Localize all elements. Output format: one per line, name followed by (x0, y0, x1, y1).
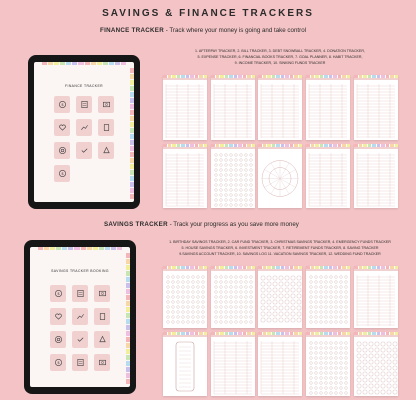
tracker-icon-grid (54, 96, 114, 182)
tracker-tile[interactable] (72, 354, 88, 371)
tab-strip[interactable] (121, 62, 126, 65)
svg-text:$: $ (57, 360, 59, 365)
tab-strip[interactable] (50, 247, 55, 250)
tab-strip[interactable] (54, 62, 59, 65)
tracker-tile[interactable] (94, 285, 110, 302)
tab-strip[interactable] (99, 247, 104, 250)
tablet-screen (34, 62, 134, 202)
heart-icon (54, 312, 63, 321)
finance-heading (100, 27, 306, 34)
tracker-tile[interactable] (72, 331, 88, 348)
side-tab[interactable] (130, 104, 134, 109)
side-tab[interactable] (130, 98, 134, 103)
bill-icon (76, 289, 85, 298)
coin-icon (54, 358, 63, 367)
side-tab[interactable] (130, 188, 134, 193)
tab-strip[interactable] (105, 247, 110, 250)
coin-icon (54, 289, 63, 298)
side-tab[interactable] (130, 146, 134, 151)
tracker-tile[interactable] (98, 142, 114, 159)
svg-text:$: $ (61, 102, 63, 107)
top-tabs (38, 247, 122, 250)
cash-icon (98, 289, 107, 298)
tracker-tile[interactable] (76, 119, 92, 136)
finance-tracker-list (160, 48, 400, 66)
side-tab[interactable] (126, 331, 130, 336)
tracker-tile[interactable] (98, 119, 114, 136)
finance-tagline: - Track where your money is going and take control (163, 27, 307, 34)
tab-strip[interactable] (103, 62, 108, 65)
planner-page-preview (163, 75, 207, 140)
side-tab[interactable] (126, 319, 130, 324)
side-tab[interactable] (126, 295, 130, 300)
tab-strip[interactable] (56, 247, 61, 250)
planner-page-preview (306, 332, 350, 396)
planner-page-preview (258, 332, 302, 396)
planner-page-preview (211, 332, 255, 396)
planner-page-preview (258, 144, 302, 208)
book-icon (98, 312, 107, 321)
svg-text:$: $ (57, 291, 59, 296)
side-tab[interactable] (130, 128, 134, 133)
tab-strip[interactable] (38, 247, 43, 250)
side-tab[interactable] (126, 259, 130, 264)
tab-strip[interactable] (72, 62, 77, 65)
side-tab[interactable] (126, 289, 130, 294)
tracker-tile[interactable] (94, 354, 110, 371)
tree-icon (98, 335, 107, 344)
side-tab[interactable] (130, 74, 134, 79)
screen-title: SAVINGS TRACKER BOOKING (51, 269, 109, 273)
heart-icon (58, 123, 67, 132)
tracker-icon-grid (50, 285, 110, 371)
tracker-tile[interactable] (50, 308, 66, 325)
cash-icon (98, 358, 107, 367)
planner-page-preview (211, 266, 255, 328)
savings-heading (104, 221, 299, 228)
side-tab[interactable] (126, 343, 130, 348)
side-tab[interactable] (130, 176, 134, 181)
side-tab[interactable] (126, 313, 130, 318)
side-tab[interactable] (126, 325, 130, 330)
tracker-tile[interactable] (50, 331, 66, 348)
planner-page-preview (306, 144, 350, 208)
tracker-tile[interactable] (54, 96, 70, 113)
chart-icon (76, 312, 85, 321)
side-tab[interactable] (130, 158, 134, 163)
tab-strip[interactable] (109, 62, 114, 65)
tracker-tile[interactable] (54, 142, 70, 159)
planner-page-preview (211, 75, 255, 140)
top-tabs (42, 62, 126, 65)
tracker-tile[interactable] (76, 142, 92, 159)
planner-page-preview (163, 266, 207, 328)
planner-page-preview (258, 266, 302, 328)
coin-icon (58, 100, 67, 109)
tab-strip[interactable] (93, 247, 98, 250)
tab-strip[interactable] (60, 62, 65, 65)
side-tab[interactable] (130, 194, 134, 199)
bill-icon (76, 358, 85, 367)
tab-strip[interactable] (62, 247, 67, 250)
tracker-tile[interactable] (50, 285, 66, 302)
tab-strip[interactable] (81, 247, 86, 250)
tracker-tile[interactable] (54, 119, 70, 136)
tab-strip[interactable] (115, 62, 120, 65)
tab-strip[interactable] (66, 62, 71, 65)
tablet-screen (30, 247, 130, 387)
finance-tablet-mockup (28, 55, 140, 209)
side-tab[interactable] (130, 182, 134, 187)
coin-icon (58, 169, 67, 178)
chart-icon (80, 123, 89, 132)
tree-icon (102, 146, 111, 155)
side-tab[interactable] (130, 116, 134, 121)
tab-strip[interactable] (68, 247, 73, 250)
tracker-tile[interactable] (94, 308, 110, 325)
side-tab[interactable] (130, 110, 134, 115)
finance-list-line: 5. EXPENSE TRACKER, 6. FINANCIAL BOOKS TRACKER, 7. GOAL PLANNER, 8. HABIT TRACKER, (197, 55, 363, 59)
planner-page-preview (354, 332, 398, 396)
tracker-tile[interactable] (54, 165, 70, 182)
planner-page-preview (258, 75, 302, 140)
bill-icon (80, 100, 89, 109)
tracker-tile[interactable] (72, 308, 88, 325)
side-tab[interactable] (126, 253, 130, 258)
book-icon (102, 123, 111, 132)
page-title: SAVINGS & FINANCE TRACKERS (102, 8, 314, 19)
target-icon (58, 146, 67, 155)
side-tab[interactable] (126, 355, 130, 360)
cash-icon (102, 100, 111, 109)
side-tab[interactable] (126, 277, 130, 282)
savings-list-line: 9.SAVINGS ACCOUNT TRACKER, 10. SAVINGS LOG 11. VACATION SAVINGS TRACKER, 12. WEDDING FUND TRACKER (179, 252, 381, 256)
side-tab[interactable] (126, 349, 130, 354)
check-icon (76, 335, 85, 344)
planner-page-preview (306, 266, 350, 328)
savings-tablet-mockup (24, 240, 136, 394)
planner-page-preview (163, 144, 207, 208)
side-tab[interactable] (126, 379, 130, 384)
target-icon (54, 335, 63, 344)
tab-strip[interactable] (78, 62, 83, 65)
side-tab[interactable] (130, 170, 134, 175)
side-tab[interactable] (130, 164, 134, 169)
savings-tagline: - Track your progress as you save more money (167, 221, 299, 228)
tracker-tile[interactable] (50, 354, 66, 371)
tab-strip[interactable] (117, 247, 122, 250)
side-tab[interactable] (126, 367, 130, 372)
screen-title: FINANCE TRACKER (65, 84, 103, 88)
check-icon (80, 146, 89, 155)
planner-page-preview (163, 332, 207, 396)
side-tab[interactable] (130, 68, 134, 73)
side-tab[interactable] (130, 140, 134, 145)
side-tab[interactable] (126, 337, 130, 342)
tab-strip[interactable] (42, 62, 47, 65)
savings-tracker-list (160, 239, 400, 257)
side-tab[interactable] (130, 122, 134, 127)
planner-page-preview (211, 144, 255, 208)
tracker-tile[interactable] (76, 96, 92, 113)
svg-text:$: $ (61, 171, 63, 176)
tab-strip[interactable] (44, 247, 49, 250)
tracker-tile[interactable] (94, 331, 110, 348)
tab-strip[interactable] (85, 62, 90, 65)
tab-strip[interactable] (91, 62, 96, 65)
tab-strip[interactable] (111, 247, 116, 250)
savings-heading-label: SAVINGS TRACKER (104, 221, 168, 228)
side-tab[interactable] (126, 361, 130, 366)
tab-strip[interactable] (74, 247, 79, 250)
side-tab[interactable] (126, 307, 130, 312)
savings-list-line: 1. BIRTHDAY SAVINGS TRACKER, 2. CAR FUND TRACKER, 3. CHRISTMAS SAVINGS TRACKER, 4. EMERGENCY FUNDS TRACKER (169, 240, 391, 244)
side-tab[interactable] (126, 301, 130, 306)
side-tab[interactable] (130, 134, 134, 139)
finance-heading-label: FINANCE TRACKER (100, 27, 164, 34)
side-tab[interactable] (130, 92, 134, 97)
planner-page-preview (306, 75, 350, 140)
tab-strip[interactable] (97, 62, 102, 65)
savings-list-line: 5. HOUSE SAVINGS TRACKER, 6. INVESTMENT TRACKER, 7. RETIREMENT FUNDS TRACKER, 8. SAVING TRACKER (181, 246, 379, 250)
finance-list-line: 9. INCOME TRACKER, 10. SINKING FUNDS TRACKER (234, 61, 326, 65)
side-tab[interactable] (126, 373, 130, 378)
tracker-tile[interactable] (98, 96, 114, 113)
planner-page-preview (354, 144, 398, 208)
planner-page-preview (354, 75, 398, 140)
finance-list-line: 1. AFTERPAY TRACKER, 2. BILL TRACKER, 3. DEBT SNOWBALL TRACKER, 4. DONATION TRACKER, (195, 49, 365, 53)
tab-strip[interactable] (87, 247, 92, 250)
tracker-tile[interactable] (72, 285, 88, 302)
side-tab[interactable] (130, 152, 134, 157)
planner-page-preview (354, 266, 398, 328)
tab-strip[interactable] (48, 62, 53, 65)
side-tab[interactable] (126, 283, 130, 288)
